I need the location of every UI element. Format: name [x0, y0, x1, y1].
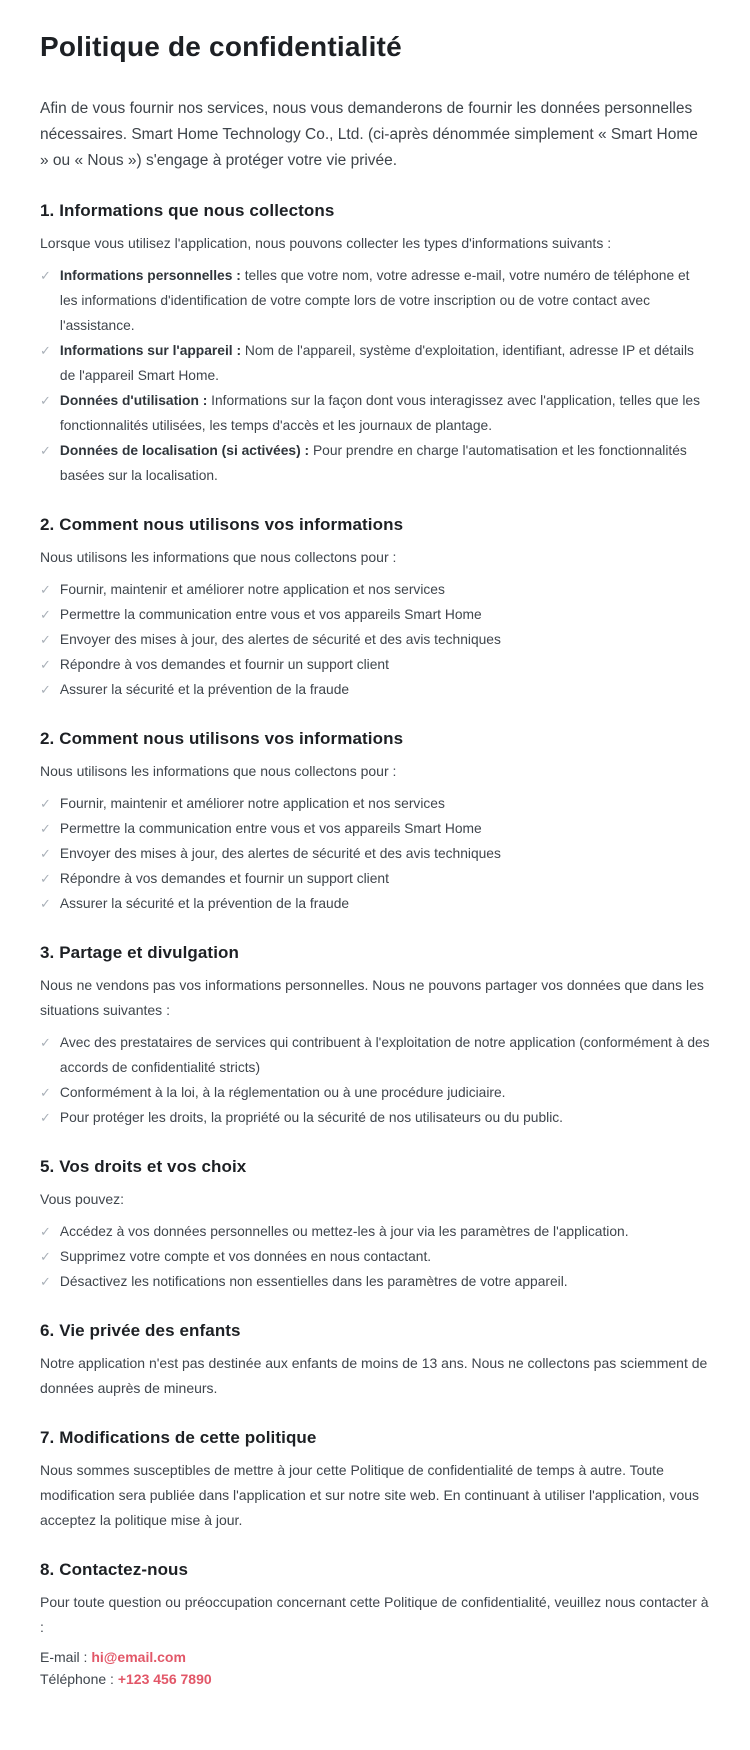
list-item-text: Supprimez votre compte et vos données en nous contactant. — [59, 1249, 432, 1264]
check-icon: ✓ — [40, 1274, 51, 1289]
email-label: E-mail : — [40, 1649, 88, 1665]
list-item — [40, 791, 710, 816]
section-utilisation-informations-2 — [40, 728, 710, 916]
list-item — [40, 891, 710, 916]
list-item-lead: Informations sur l'appareil : — [59, 343, 242, 358]
check-icon: ✓ — [40, 1249, 51, 1264]
section-heading: 8. Contactez-nous — [40, 1560, 189, 1579]
list-item-text: Fournir, maintenir et améliorer notre application et nos services — [59, 582, 445, 597]
contact-phone-line — [40, 1669, 710, 1691]
list-item-body: Nom de l'appareil, système d'exploitation, identifiant, adresse IP et détails de l'appareil Smart Home. — [59, 343, 694, 383]
phone-link[interactable]: +123 456 7890 — [117, 1670, 212, 1687]
checklist — [40, 1219, 710, 1294]
check-icon: ✓ — [40, 1035, 51, 1050]
check-icon: ✓ — [40, 343, 51, 358]
list-item — [40, 1030, 710, 1080]
section-lead: Pour toute question ou préoccupation concernant cette Politique de confidentialité, veuillez nous contacter à : — [40, 1594, 709, 1635]
section-heading: 2. Comment nous utilisons vos informations — [40, 515, 404, 534]
list-item-lead: Données d'utilisation : — [59, 393, 208, 408]
checklist — [40, 1030, 710, 1130]
section-heading: 3. Partage et divulgation — [40, 943, 239, 962]
list-item-text: Accédez à vos données personnelles ou mettez-les à jour via les paramètres de l'application. — [59, 1224, 629, 1239]
contact-block — [40, 1647, 710, 1690]
list-item-body: telles que votre nom, votre adresse e-mail, votre numéro de téléphone et les informations d'identification de votre compte lors de votre inscription ou de votre contact avec l'assistance. — [59, 268, 690, 333]
check-icon: ✓ — [40, 657, 51, 672]
list-item-text — [60, 438, 710, 488]
section-heading: 2. Comment nous utilisons vos informations — [40, 729, 404, 748]
list-item — [40, 1219, 710, 1244]
page-title: Politique de confidentialité — [40, 31, 402, 62]
section-heading: 1. Informations que nous collectons — [40, 201, 335, 220]
list-item — [40, 1105, 710, 1130]
list-item-text: Permettre la communication entre vous et vos appareils Smart Home — [59, 821, 482, 836]
list-item — [40, 602, 710, 627]
section-lead: Nous ne vendons pas vos informations personnelles. Nous ne pouvons partager vos données que dans les situations suivantes : — [40, 977, 704, 1018]
list-item-body: Pour prendre en charge l'automatisation et les fonctionnalités basées sur la localisation. — [59, 443, 687, 483]
list-item — [40, 866, 710, 891]
section-lead: Nous sommes susceptibles de mettre à jour cette Politique de confidentialité de temps à autre. Toute modification sera publiée dans l'application et sur notre site web. En continuant à utiliser l'application, vous acceptez la politique mise à jour. — [40, 1462, 700, 1528]
list-item — [40, 338, 710, 388]
list-item — [40, 652, 710, 677]
list-item-text: Permettre la communication entre vous et vos appareils Smart Home — [59, 607, 482, 622]
contact-email-line — [40, 1647, 710, 1669]
check-icon: ✓ — [40, 268, 51, 283]
section-modifications-politique — [40, 1427, 710, 1533]
check-icon: ✓ — [40, 393, 51, 408]
section-droits-choix — [40, 1156, 710, 1294]
section-lead: Nous utilisons les informations que nous collectons pour : — [40, 763, 397, 779]
checklist — [40, 263, 710, 488]
list-item-text: Répondre à vos demandes et fournir un support client — [59, 871, 389, 886]
section-contact — [40, 1559, 710, 1690]
check-icon: ✓ — [40, 682, 51, 697]
list-item-text: Pour protéger les droits, la propriété ou la sécurité de nos utilisateurs ou du public. — [59, 1110, 564, 1125]
list-item-text: Fournir, maintenir et améliorer notre application et nos services — [59, 796, 445, 811]
list-item-body: Informations sur la façon dont vous interagissez avec l'application, telles que les fonctionnalités utilisées, les temps d'accès et les journaux de plantage. — [59, 393, 701, 433]
list-item-lead: Informations personnelles : — [59, 268, 241, 283]
list-item-text — [60, 338, 710, 388]
checklist — [40, 791, 710, 916]
check-icon: ✓ — [40, 443, 51, 458]
section-heading: 5. Vos droits et vos choix — [40, 1157, 247, 1176]
list-item — [40, 388, 710, 438]
list-item-text: Avec des prestataires de services qui contribuent à l'exploitation de notre application (conformément à des accords de confidentialité stricts) — [59, 1035, 710, 1075]
check-icon: ✓ — [40, 582, 51, 597]
section-vie-privee-enfants — [40, 1320, 710, 1401]
list-item — [40, 263, 710, 338]
check-icon: ✓ — [40, 821, 51, 836]
list-item-text: Envoyer des mises à jour, des alertes de sécurité et des avis techniques — [59, 632, 501, 647]
list-item-text: Conformément à la loi, à la réglementation ou à une procédure judiciaire. — [59, 1085, 506, 1100]
list-item-text: Assurer la sécurité et la prévention de la fraude — [59, 682, 350, 697]
section-heading: 7. Modifications de cette politique — [40, 1428, 317, 1447]
section-partage-divulgation — [40, 942, 710, 1130]
section-utilisation-informations-1 — [40, 514, 710, 702]
list-item — [40, 438, 710, 488]
list-item — [40, 1244, 710, 1269]
section-lead: Notre application n'est pas destinée aux enfants de moins de 13 ans. Nous ne collectons pas sciemment de données auprès de mineurs. — [40, 1355, 708, 1396]
check-icon: ✓ — [40, 1110, 51, 1125]
check-icon: ✓ — [40, 796, 51, 811]
intro-paragraph: Afin de vous fournir nos services, nous vous demanderons de fournir les données personnelles nécessaires. Smart Home Technology Co., Ltd. (ci-après dénommée simplement « Smart Home » ou « Nous ») s'engage à protéger votre vie privée. — [40, 100, 698, 169]
list-item-text: Désactivez les notifications non essentielles dans les paramètres de votre appareil. — [59, 1274, 568, 1289]
list-item — [40, 1080, 710, 1105]
list-item-lead: Données de localisation (si activées) : — [59, 443, 310, 458]
check-icon: ✓ — [40, 1224, 51, 1239]
check-icon: ✓ — [40, 607, 51, 622]
section-lead: Nous utilisons les informations que nous collectons pour : — [40, 549, 397, 565]
check-icon: ✓ — [40, 871, 51, 886]
checklist — [40, 577, 710, 702]
list-item — [40, 841, 710, 866]
list-item-text — [60, 388, 710, 438]
check-icon: ✓ — [40, 632, 51, 647]
section-heading: 6. Vie privée des enfants — [40, 1321, 241, 1340]
phone-label: Téléphone : — [40, 1670, 114, 1687]
list-item-text: Assurer la sécurité et la prévention de la fraude — [59, 896, 350, 911]
email-link[interactable]: hi@email.com — [91, 1649, 186, 1665]
list-item-text: Répondre à vos demandes et fournir un support client — [59, 657, 389, 672]
list-item-text: Envoyer des mises à jour, des alertes de sécurité et des avis techniques — [59, 846, 501, 861]
list-item — [40, 677, 710, 702]
list-item-text — [60, 263, 710, 338]
section-informations-collectons — [40, 200, 710, 488]
section-lead: Lorsque vous utilisez l'application, nous pouvons collecter les types d'informations suivants : — [40, 235, 612, 251]
check-icon: ✓ — [40, 846, 51, 861]
list-item — [40, 1269, 710, 1294]
list-item — [40, 627, 710, 652]
list-item — [40, 577, 710, 602]
list-item — [40, 816, 710, 841]
section-lead: Vous pouvez: — [40, 1191, 125, 1207]
check-icon: ✓ — [40, 1085, 51, 1100]
check-icon: ✓ — [40, 896, 51, 911]
